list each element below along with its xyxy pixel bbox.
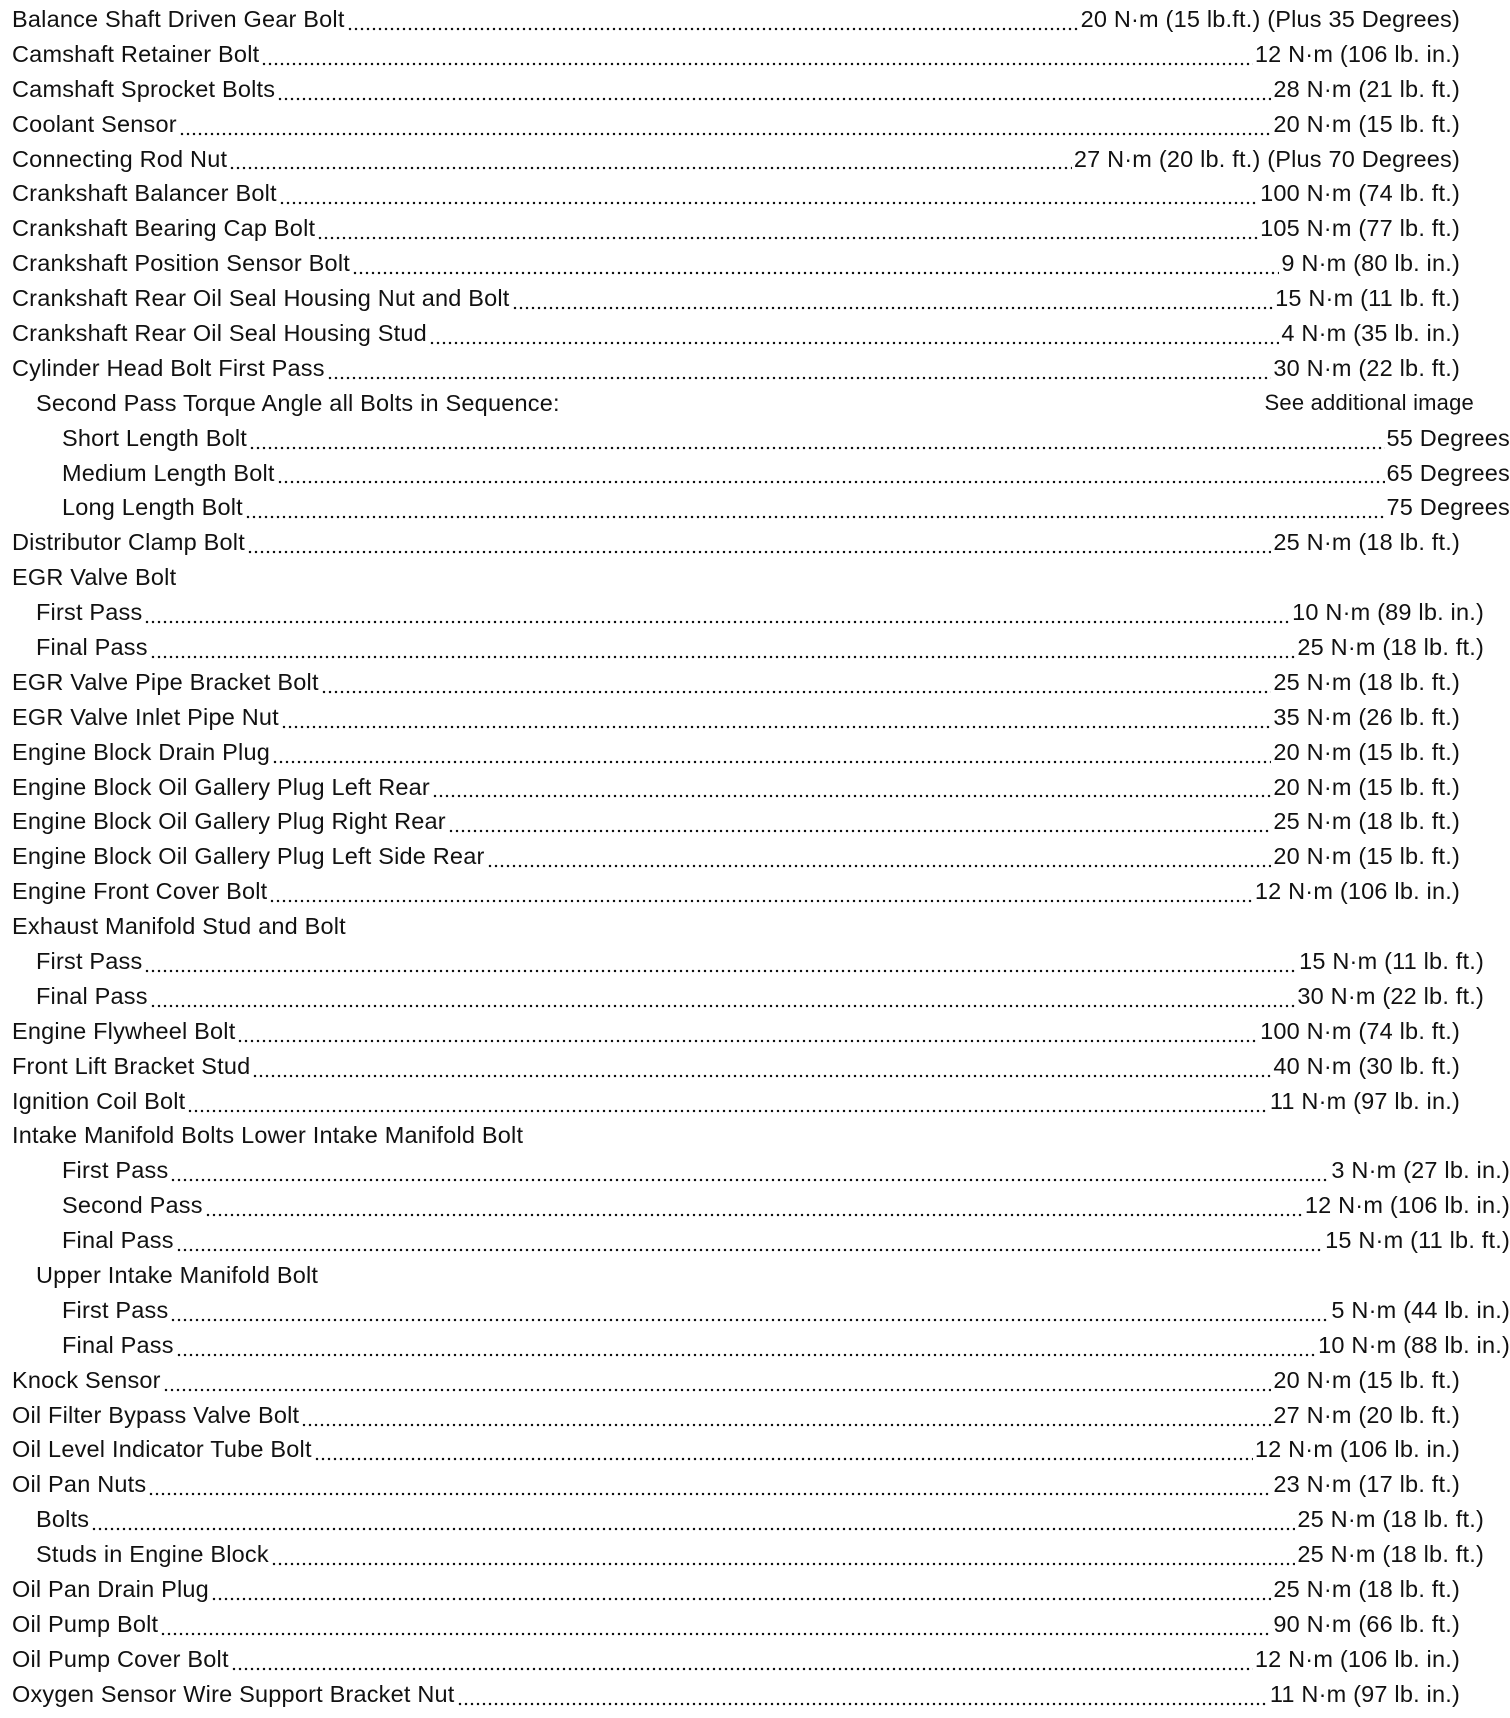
dot-leader <box>277 462 1385 484</box>
spec-value: 30 N·m (22 lb. ft.) <box>1297 982 1484 1009</box>
spec-label: Final Pass <box>36 982 148 1009</box>
spec-value: 35 N·m (26 lb. ft.) <box>1273 703 1460 730</box>
spec-row <box>0 107 1460 142</box>
spec-value: 100 N·m (74 lb. ft.) <box>1260 180 1460 207</box>
spec-label: Engine Front Cover Bolt <box>12 878 268 905</box>
spec-value: 25 N·m (18 lb. ft.) <box>1297 633 1484 660</box>
spec-value: 20 N·m (15 lb. ft.) <box>1273 843 1460 870</box>
spec-label: Crankshaft Rear Oil Seal Housing Nut and Bolt <box>12 285 510 312</box>
dot-leader <box>487 846 1272 868</box>
dot-leader <box>170 1300 1329 1322</box>
spec-row <box>0 665 1460 700</box>
spec-row <box>0 1223 1510 1258</box>
spec-value: 40 N·m (30 lb. ft.) <box>1273 1052 1460 1079</box>
spec-row <box>0 700 1460 735</box>
dot-leader <box>301 1405 1271 1427</box>
dot-leader <box>512 288 1274 310</box>
spec-value: 75 Degrees <box>1386 494 1510 521</box>
spec-row <box>0 630 1484 665</box>
dot-leader <box>271 1544 1296 1566</box>
spec-label: Engine Block Oil Gallery Plug Left Side Rear <box>12 843 485 870</box>
spec-row <box>0 735 1460 770</box>
spec-value: 4 N·m (35 lb. in.) <box>1281 319 1460 346</box>
dot-leader <box>150 637 1296 659</box>
spec-row <box>0 176 1460 211</box>
dot-leader <box>148 1474 1271 1496</box>
spec-row <box>0 525 1460 560</box>
spec-row <box>0 211 1460 246</box>
dot-leader <box>457 1684 1268 1706</box>
spec-label: First Pass <box>62 1296 169 1323</box>
spec-label: Final Pass <box>62 1227 174 1254</box>
spec-value: 12 N·m (106 lb. in.) <box>1304 1192 1510 1219</box>
spec-row <box>0 1363 1460 1398</box>
spec-value: 23 N·m (17 lb. ft.) <box>1273 1471 1460 1498</box>
spec-row <box>0 1502 1484 1537</box>
spec-value: 20 N·m (15 lb.ft.) (Plus 35 Degrees) <box>1080 5 1460 32</box>
spec-row <box>0 1467 1460 1502</box>
spec-row <box>0 979 1484 1014</box>
spec-value: 3 N·m (27 lb. in.) <box>1331 1157 1510 1184</box>
spec-value: 15 N·m (11 lb. ft.) <box>1325 1227 1510 1254</box>
dot-leader <box>150 986 1296 1008</box>
spec-label: Engine Block Oil Gallery Plug Left Rear <box>12 773 430 800</box>
dot-leader <box>281 707 1271 729</box>
spec-label: Front Lift Bracket Stud <box>12 1052 251 1079</box>
spec-row <box>0 909 1460 944</box>
spec-label: Final Pass <box>62 1331 174 1358</box>
spec-row <box>0 1084 1460 1119</box>
dot-leader <box>277 79 1271 101</box>
dot-leader <box>163 1370 1272 1392</box>
spec-value: 20 N·m (15 lb. ft.) <box>1273 773 1460 800</box>
spec-value: 11 N·m (97 lb. in.) <box>1269 1680 1460 1707</box>
dot-leader <box>231 1649 1253 1671</box>
spec-value: 105 N·m (77 lb. ft.) <box>1260 215 1460 242</box>
spec-label: Oil Pump Cover Bolt <box>12 1645 229 1672</box>
spec-row <box>0 246 1460 281</box>
spec-label: Crankshaft Bearing Cap Bolt <box>12 215 316 242</box>
spec-row <box>0 386 1484 421</box>
spec-row <box>0 944 1484 979</box>
spec-value: 65 Degrees <box>1386 459 1510 486</box>
dot-leader <box>432 776 1271 798</box>
spec-label: Long Length Bolt <box>62 494 243 521</box>
spec-row <box>0 490 1510 525</box>
spec-value: 9 N·m (80 lb. in.) <box>1281 250 1460 277</box>
spec-label: Connecting Rod Nut <box>12 145 228 172</box>
dot-leader <box>247 532 1271 554</box>
spec-label: Oxygen Sensor Wire Support Bracket Nut <box>12 1680 455 1707</box>
spec-value: 12 N·m (106 lb. in.) <box>1254 1645 1460 1672</box>
dot-leader <box>91 1509 1295 1531</box>
dot-leader <box>314 1439 1253 1461</box>
dot-leader <box>237 1021 1258 1043</box>
dot-leader <box>176 1230 1323 1252</box>
spec-row <box>0 1677 1460 1712</box>
spec-value: 25 N·m (18 lb. ft.) <box>1297 1541 1484 1568</box>
spec-value: 11 N·m (97 lb. in.) <box>1269 1087 1460 1114</box>
spec-label: Second Pass <box>62 1192 203 1219</box>
spec-row <box>0 316 1460 351</box>
spec-label: Knock Sensor <box>12 1366 161 1393</box>
spec-row <box>0 1119 1460 1154</box>
spec-value: 25 N·m (18 lb. ft.) <box>1273 529 1460 556</box>
spec-note: See additional image <box>1264 390 1474 416</box>
dot-leader <box>321 672 1272 694</box>
spec-value: 15 N·m (11 lb. ft.) <box>1275 285 1460 312</box>
spec-label: Final Pass <box>36 633 148 660</box>
dot-leader <box>170 1160 1329 1182</box>
spec-value: 27 N·m (20 lb. ft.) (Plus 70 Degrees) <box>1073 145 1460 172</box>
spec-value: 25 N·m (18 lb. ft.) <box>1273 1576 1460 1603</box>
spec-value: 15 N·m (11 lb. ft.) <box>1299 947 1484 974</box>
spec-label: First Pass <box>62 1157 169 1184</box>
dot-leader <box>160 1614 1271 1636</box>
spec-row <box>0 560 1460 595</box>
spec-value: 12 N·m (106 lb. in.) <box>1254 1436 1460 1463</box>
spec-row <box>0 874 1460 909</box>
spec-row <box>0 2 1460 37</box>
spec-row <box>0 456 1510 491</box>
dot-leader <box>229 148 1072 170</box>
spec-label: Exhaust Manifold Stud and Bolt <box>12 913 346 940</box>
spec-row <box>0 1014 1460 1049</box>
spec-row <box>0 1328 1510 1363</box>
spec-value: 25 N·m (18 lb. ft.) <box>1273 808 1460 835</box>
spec-label: Distributor Clamp Bolt <box>12 529 245 556</box>
dot-leader <box>144 602 1290 624</box>
dot-leader <box>261 44 1253 66</box>
spec-row <box>0 421 1510 456</box>
spec-row <box>0 72 1460 107</box>
spec-row <box>0 1642 1460 1677</box>
spec-label: First Pass <box>36 947 143 974</box>
spec-label: Upper Intake Manifold Bolt <box>36 1262 319 1288</box>
spec-row <box>0 1398 1460 1433</box>
spec-label: Cylinder Head Bolt First Pass <box>12 354 325 381</box>
spec-value: 28 N·m (21 lb. ft.) <box>1273 75 1460 102</box>
spec-row <box>0 142 1460 177</box>
spec-label: Second Pass Torque Angle all Bolts in Sequence: <box>36 389 560 416</box>
spec-label: Oil Pump Bolt <box>12 1610 159 1637</box>
spec-row <box>0 839 1460 874</box>
spec-label: Short Length Bolt <box>62 424 247 451</box>
dot-leader <box>272 742 1271 764</box>
dot-leader <box>429 323 1279 345</box>
spec-row <box>0 1433 1460 1468</box>
spec-row <box>0 1153 1510 1188</box>
spec-row <box>0 1188 1510 1223</box>
spec-row <box>0 1258 1484 1293</box>
spec-row <box>0 1049 1460 1084</box>
spec-label: EGR Valve Bolt <box>12 564 177 591</box>
spec-value: 20 N·m (15 lb. ft.) <box>1273 1366 1460 1393</box>
spec-label: Crankshaft Position Sensor Bolt <box>12 250 350 277</box>
spec-label: Camshaft Retainer Bolt <box>12 40 260 67</box>
spec-label: Oil Filter Bypass Valve Bolt <box>12 1401 300 1428</box>
dot-leader <box>179 114 1272 136</box>
spec-row <box>0 595 1484 630</box>
spec-label: Engine Flywheel Bolt <box>12 1017 236 1044</box>
spec-label: Studs in Engine Block <box>36 1541 269 1568</box>
spec-label: Coolant Sensor <box>12 110 177 137</box>
spec-label: Crankshaft Rear Oil Seal Housing Stud <box>12 319 427 346</box>
spec-label: Engine Block Oil Gallery Plug Right Rear <box>12 808 446 835</box>
spec-row <box>0 804 1460 839</box>
spec-row <box>0 1607 1460 1642</box>
spec-value: 5 N·m (44 lb. in.) <box>1331 1296 1510 1323</box>
spec-label: Oil Level Indicator Tube Bolt <box>12 1436 312 1463</box>
spec-label: Balance Shaft Driven Gear Bolt <box>12 5 345 32</box>
dot-leader <box>317 218 1258 240</box>
spec-row <box>0 1293 1510 1328</box>
dot-leader <box>205 1195 1303 1217</box>
dot-leader <box>245 497 1385 519</box>
spec-label: Intake Manifold Bolts Lower Intake Manifold Bolt <box>12 1122 524 1149</box>
spec-label: Oil Pan Drain Plug <box>12 1576 209 1603</box>
spec-value: 30 N·m (22 lb. ft.) <box>1273 354 1460 381</box>
spec-label: Crankshaft Balancer Bolt <box>12 180 277 207</box>
spec-row <box>0 281 1460 316</box>
spec-row <box>0 351 1460 386</box>
dot-leader <box>211 1579 1271 1601</box>
dot-leader <box>347 9 1079 31</box>
dot-leader <box>279 183 1258 205</box>
spec-label: Oil Pan Nuts <box>12 1471 147 1498</box>
spec-value: 100 N·m (74 lb. ft.) <box>1260 1017 1460 1044</box>
dot-leader <box>187 1091 1267 1113</box>
spec-label: Ignition Coil Bolt <box>12 1087 186 1114</box>
torque-spec-list <box>0 2 1510 1712</box>
dot-leader <box>144 951 1297 973</box>
spec-value: 20 N·m (15 lb. ft.) <box>1273 110 1460 137</box>
spec-label: EGR Valve Inlet Pipe Nut <box>12 703 279 730</box>
spec-row <box>0 1572 1460 1607</box>
spec-value: 90 N·m (66 lb. ft.) <box>1273 1610 1460 1637</box>
spec-value: 55 Degrees <box>1386 424 1510 451</box>
spec-row <box>0 770 1460 805</box>
dot-leader <box>176 1335 1316 1357</box>
spec-label: Medium Length Bolt <box>62 459 275 486</box>
dot-leader <box>327 358 1272 380</box>
spec-label: First Pass <box>36 599 143 626</box>
dot-leader <box>249 428 1385 450</box>
spec-row <box>0 1537 1484 1572</box>
dot-leader <box>252 1056 1271 1078</box>
spec-value: 25 N·m (18 lb. ft.) <box>1273 668 1460 695</box>
spec-label: Engine Block Drain Plug <box>12 738 271 765</box>
spec-label: Bolts <box>36 1506 90 1533</box>
spec-label: Camshaft Sprocket Bolts <box>12 75 276 102</box>
spec-value: 25 N·m (18 lb. ft.) <box>1297 1506 1484 1533</box>
spec-value: 27 N·m (20 lb. ft.) <box>1273 1401 1460 1428</box>
spec-label: EGR Valve Pipe Bracket Bolt <box>12 668 319 695</box>
dot-leader <box>269 881 1252 903</box>
spec-value: 20 N·m (15 lb. ft.) <box>1273 738 1460 765</box>
spec-value: 10 N·m (89 lb. in.) <box>1292 599 1484 626</box>
spec-row <box>0 37 1460 72</box>
spec-value: 10 N·m (88 lb. in.) <box>1318 1331 1510 1358</box>
dot-leader <box>352 253 1279 275</box>
dot-leader <box>448 811 1272 833</box>
spec-value: 12 N·m (106 lb. in.) <box>1254 40 1460 67</box>
spec-value: 12 N·m (106 lb. in.) <box>1254 878 1460 905</box>
